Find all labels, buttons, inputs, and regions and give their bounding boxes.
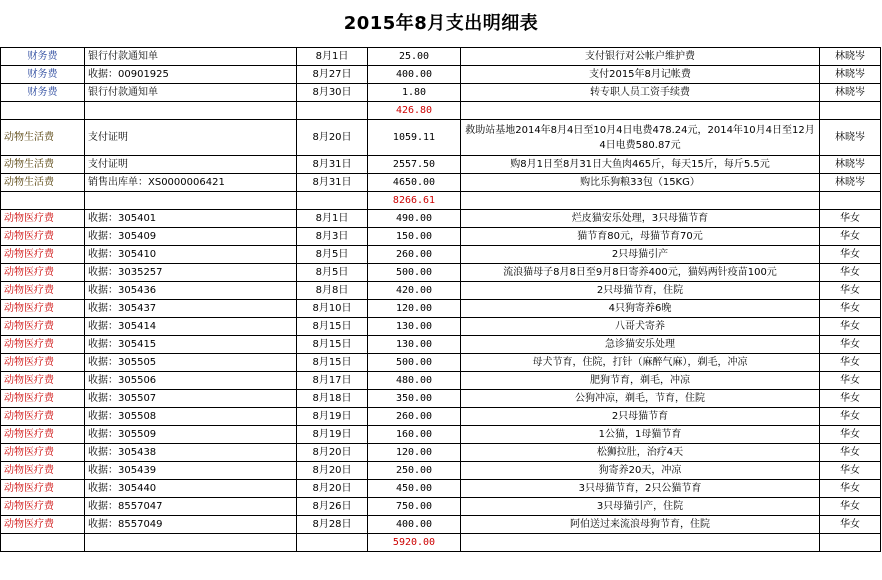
handler-cell: 华女 [820, 444, 881, 462]
date-cell: 8月19日 [297, 426, 368, 444]
description-cell: 肥狗节育，剃毛，冲凉 [461, 372, 820, 390]
expense-category-cell: 动物医疗费 [1, 228, 85, 246]
amount-cell: 130.00 [368, 336, 461, 354]
date-cell: 8月1日 [297, 48, 368, 66]
amount-cell: 120.00 [368, 444, 461, 462]
voucher-cell: 收据：305438 [85, 444, 297, 462]
subtotal-row [1, 534, 881, 552]
amount-cell: 1.80 [368, 84, 461, 102]
table-row [1, 228, 881, 246]
expense-category-cell: 动物医疗费 [1, 390, 85, 408]
table-row [1, 408, 881, 426]
handler-cell: 华女 [820, 282, 881, 300]
description-cell: 支付银行对公帐户维护费 [461, 48, 820, 66]
subtotal-row [1, 102, 881, 120]
table-row [1, 84, 881, 102]
handler-cell: 华女 [820, 426, 881, 444]
expense-table [0, 47, 881, 552]
amount-cell: 350.00 [368, 390, 461, 408]
amount-cell: 120.00 [368, 300, 461, 318]
date-cell: 8月20日 [297, 444, 368, 462]
description-cell: 4只狗寄养6晚 [461, 300, 820, 318]
table-row [1, 156, 881, 174]
table-row [1, 174, 881, 192]
voucher-cell: 收据：305506 [85, 372, 297, 390]
table-row [1, 354, 881, 372]
subtotal-amount: 5920.00 [368, 534, 461, 552]
date-cell: 8月17日 [297, 372, 368, 390]
description-cell: 狗寄养20天，冲凉 [461, 462, 820, 480]
table-row [1, 246, 881, 264]
amount-cell: 490.00 [368, 210, 461, 228]
amount-cell: 130.00 [368, 318, 461, 336]
expense-category-cell: 动物生活费 [1, 174, 85, 192]
voucher-cell: 支付证明 [85, 156, 297, 174]
date-cell: 8月28日 [297, 516, 368, 534]
amount-cell: 450.00 [368, 480, 461, 498]
expense-category-cell: 动物医疗费 [1, 480, 85, 498]
handler-cell: 华女 [820, 498, 881, 516]
description-cell: 猫节育80元，母猫节育70元 [461, 228, 820, 246]
voucher-cell [85, 192, 297, 210]
description-cell: 公狗冲凉，剃毛，节育，住院 [461, 390, 820, 408]
description-cell: 2只母猫节育 [461, 408, 820, 426]
handler-cell: 华女 [820, 228, 881, 246]
handler-cell [820, 192, 881, 210]
date-cell: 8月3日 [297, 228, 368, 246]
description-cell: 3只母猫引产，住院 [461, 498, 820, 516]
handler-cell: 林晓岑 [820, 174, 881, 192]
amount-cell: 260.00 [368, 408, 461, 426]
description-cell: 转专职人员工资手续费 [461, 84, 820, 102]
table-row [1, 390, 881, 408]
table-row [1, 282, 881, 300]
expense-category-cell: 动物医疗费 [1, 516, 85, 534]
expense-category-cell [1, 192, 85, 210]
expense-category-cell: 动物生活费 [1, 156, 85, 174]
voucher-cell: 银行付款通知单 [85, 84, 297, 102]
date-cell: 8月1日 [297, 210, 368, 228]
table-row [1, 444, 881, 462]
table-row [1, 300, 881, 318]
description-cell: 救助站基地2014年8月4日至10月4日电费478.24元，2014年10月4日至12月4日电费580.87元 [461, 120, 820, 156]
expense-category-cell: 财务费 [1, 84, 85, 102]
expense-category-cell: 动物医疗费 [1, 318, 85, 336]
table-row [1, 480, 881, 498]
amount-cell: 750.00 [368, 498, 461, 516]
table-row [1, 498, 881, 516]
handler-cell: 华女 [820, 318, 881, 336]
expense-category-cell: 动物医疗费 [1, 354, 85, 372]
handler-cell [820, 102, 881, 120]
voucher-cell [85, 102, 297, 120]
voucher-cell: 收据：305508 [85, 408, 297, 426]
date-cell: 8月20日 [297, 480, 368, 498]
table-row [1, 462, 881, 480]
date-cell: 8月30日 [297, 84, 368, 102]
voucher-cell: 收据：305436 [85, 282, 297, 300]
date-cell: 8月26日 [297, 498, 368, 516]
description-cell: 3只母猫节育，2只公猫节育 [461, 480, 820, 498]
expense-category-cell [1, 102, 85, 120]
handler-cell: 林晓岑 [820, 84, 881, 102]
table-row [1, 426, 881, 444]
expense-category-cell: 动物医疗费 [1, 210, 85, 228]
voucher-cell: 销售出库单：XS0000006421 [85, 174, 297, 192]
table-row [1, 66, 881, 84]
date-cell: 8月10日 [297, 300, 368, 318]
description-cell: 流浪猫母子8月8日至9月8日寄养400元，猫妈两针疫苗100元 [461, 264, 820, 282]
description-cell: 阿伯送过来流浪母狗节育，住院 [461, 516, 820, 534]
expense-category-cell: 动物生活费 [1, 120, 85, 156]
amount-cell: 500.00 [368, 354, 461, 372]
date-cell: 8月31日 [297, 174, 368, 192]
amount-cell: 480.00 [368, 372, 461, 390]
date-cell [297, 192, 368, 210]
description-cell: 松狮拉肚，治疗4天 [461, 444, 820, 462]
voucher-cell: 收据：305505 [85, 354, 297, 372]
table-row [1, 264, 881, 282]
amount-cell: 150.00 [368, 228, 461, 246]
date-cell: 8月15日 [297, 354, 368, 372]
expense-category-cell: 动物医疗费 [1, 426, 85, 444]
expense-category-cell: 动物医疗费 [1, 462, 85, 480]
handler-cell: 华女 [820, 210, 881, 228]
handler-cell: 华女 [820, 390, 881, 408]
date-cell: 8月20日 [297, 462, 368, 480]
handler-cell: 林晓岑 [820, 48, 881, 66]
handler-cell: 华女 [820, 462, 881, 480]
date-cell: 8月5日 [297, 264, 368, 282]
handler-cell: 华女 [820, 408, 881, 426]
handler-cell: 华女 [820, 336, 881, 354]
description-cell: 2只母猫节育，住院 [461, 282, 820, 300]
description-cell: 母犬节育，住院，打针（麻醉气麻），剃毛，冲凉 [461, 354, 820, 372]
handler-cell: 华女 [820, 480, 881, 498]
voucher-cell: 收据：305409 [85, 228, 297, 246]
voucher-cell [85, 534, 297, 552]
expense-category-cell [1, 534, 85, 552]
voucher-cell: 收据：305401 [85, 210, 297, 228]
handler-cell: 林晓岑 [820, 120, 881, 156]
expense-category-cell: 动物医疗费 [1, 336, 85, 354]
date-cell: 8月15日 [297, 318, 368, 336]
table-row [1, 372, 881, 390]
expense-category-cell: 动物医疗费 [1, 498, 85, 516]
voucher-cell: 收据：305507 [85, 390, 297, 408]
handler-cell [820, 534, 881, 552]
description-cell: 2只母猫引产 [461, 246, 820, 264]
date-cell: 8月18日 [297, 390, 368, 408]
voucher-cell: 收据：00901925 [85, 66, 297, 84]
expense-category-cell: 动物医疗费 [1, 246, 85, 264]
expense-category-cell: 动物医疗费 [1, 282, 85, 300]
expense-category-cell: 财务费 [1, 66, 85, 84]
date-cell [297, 102, 368, 120]
date-cell [297, 534, 368, 552]
date-cell: 8月8日 [297, 282, 368, 300]
voucher-cell: 支付证明 [85, 120, 297, 156]
table-row [1, 336, 881, 354]
voucher-cell: 收据：305439 [85, 462, 297, 480]
amount-cell: 4650.00 [368, 174, 461, 192]
voucher-cell: 收据：305414 [85, 318, 297, 336]
table-row [1, 120, 881, 156]
subtotal-amount: 8266.61 [368, 192, 461, 210]
date-cell: 8月5日 [297, 246, 368, 264]
expense-category-cell: 动物医疗费 [1, 444, 85, 462]
date-cell: 8月19日 [297, 408, 368, 426]
expense-category-cell: 动物医疗费 [1, 408, 85, 426]
handler-cell: 华女 [820, 264, 881, 282]
table-row [1, 318, 881, 336]
description-cell: 购比乐狗粮33包（15KG） [461, 174, 820, 192]
voucher-cell: 收据：305415 [85, 336, 297, 354]
voucher-cell: 收据：8557047 [85, 498, 297, 516]
handler-cell: 林晓岑 [820, 66, 881, 84]
handler-cell: 华女 [820, 372, 881, 390]
amount-cell: 420.00 [368, 282, 461, 300]
voucher-cell: 收据：305437 [85, 300, 297, 318]
voucher-cell: 收据：8557049 [85, 516, 297, 534]
description-cell: 烂皮猫安乐处理，3只母猫节育 [461, 210, 820, 228]
description-cell: 支付2015年8月记帐费 [461, 66, 820, 84]
table-row [1, 210, 881, 228]
description-cell [461, 102, 820, 120]
table-row [1, 48, 881, 66]
sheet-title: 2015年8月支出明细表 [343, 13, 539, 34]
handler-cell: 华女 [820, 300, 881, 318]
handler-cell: 华女 [820, 354, 881, 372]
handler-cell: 华女 [820, 516, 881, 534]
table-row [1, 516, 881, 534]
date-cell: 8月20日 [297, 120, 368, 156]
description-cell: 急诊猫安乐处理 [461, 336, 820, 354]
expense-category-cell: 动物医疗费 [1, 372, 85, 390]
description-cell: 八哥犬寄养 [461, 318, 820, 336]
amount-cell: 400.00 [368, 66, 461, 84]
voucher-cell: 银行付款通知单 [85, 48, 297, 66]
voucher-cell: 收据：305410 [85, 246, 297, 264]
subtotal-row [1, 192, 881, 210]
amount-cell: 1059.11 [368, 120, 461, 156]
amount-cell: 2557.50 [368, 156, 461, 174]
voucher-cell: 收据：305509 [85, 426, 297, 444]
description-cell: 1公猫，1母猫节育 [461, 426, 820, 444]
expense-category-cell: 动物医疗费 [1, 300, 85, 318]
description-cell: 购8月1日至8月31日大鱼肉465斤，每天15斤，每斤5.5元 [461, 156, 820, 174]
voucher-cell: 收据：3035257 [85, 264, 297, 282]
expense-category-cell: 财务费 [1, 48, 85, 66]
date-cell: 8月15日 [297, 336, 368, 354]
amount-cell: 260.00 [368, 246, 461, 264]
amount-cell: 400.00 [368, 516, 461, 534]
date-cell: 8月31日 [297, 156, 368, 174]
amount-cell: 500.00 [368, 264, 461, 282]
amount-cell: 25.00 [368, 48, 461, 66]
handler-cell: 华女 [820, 246, 881, 264]
amount-cell: 160.00 [368, 426, 461, 444]
amount-cell: 250.00 [368, 462, 461, 480]
subtotal-amount: 426.80 [368, 102, 461, 120]
description-cell [461, 192, 820, 210]
expense-category-cell: 动物医疗费 [1, 264, 85, 282]
handler-cell: 林晓岑 [820, 156, 881, 174]
date-cell: 8月27日 [297, 66, 368, 84]
voucher-cell: 收据：305440 [85, 480, 297, 498]
description-cell [461, 534, 820, 552]
